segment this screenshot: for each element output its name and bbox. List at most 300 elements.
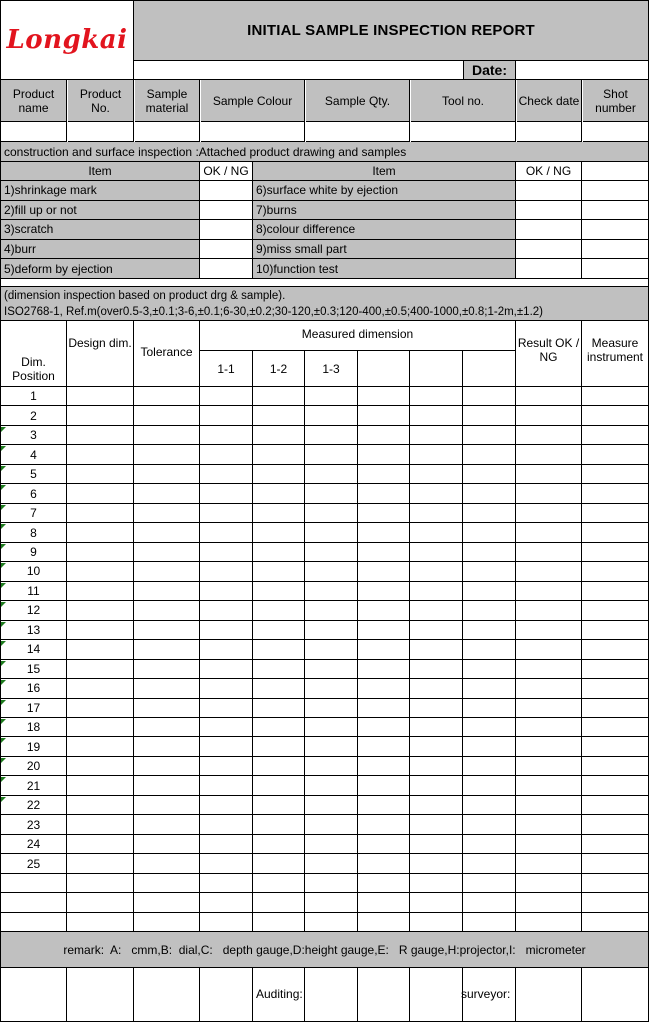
data-entry-cell[interactable] [67, 699, 134, 718]
data-entry-cell[interactable] [253, 582, 305, 601]
data-entry-cell[interactable] [134, 796, 200, 815]
data-entry-cell[interactable] [253, 679, 305, 698]
data-entry-cell[interactable] [305, 406, 358, 425]
data-entry-cell[interactable] [463, 757, 516, 776]
data-entry-cell[interactable] [67, 621, 134, 640]
data-entry-cell[interactable] [582, 796, 649, 815]
data-entry-cell[interactable] [134, 737, 200, 756]
data-entry-cell[interactable] [134, 504, 200, 523]
info-value-field[interactable] [411, 122, 516, 142]
data-entry-cell[interactable] [410, 504, 463, 523]
data-entry-cell[interactable] [253, 445, 305, 464]
data-entry-cell[interactable] [582, 679, 649, 698]
data-entry-cell[interactable] [253, 523, 305, 542]
data-entry-cell[interactable] [134, 718, 200, 737]
data-entry-cell[interactable] [67, 737, 134, 756]
data-entry-cell[interactable] [134, 484, 200, 503]
data-entry-cell[interactable] [305, 543, 358, 562]
data-entry-cell[interactable] [358, 523, 410, 542]
data-entry-cell[interactable] [358, 640, 410, 659]
data-entry-cell[interactable] [200, 660, 253, 679]
ok-ng-field[interactable] [516, 259, 582, 279]
data-entry-cell[interactable] [358, 504, 410, 523]
data-entry-cell[interactable] [305, 874, 358, 893]
data-entry-cell[interactable] [305, 796, 358, 815]
data-entry-cell[interactable] [253, 757, 305, 776]
data-entry-cell[interactable] [305, 621, 358, 640]
info-value-field[interactable] [135, 122, 200, 142]
data-entry-cell[interactable] [463, 582, 516, 601]
data-entry-cell[interactable] [200, 913, 253, 932]
data-entry-cell[interactable] [134, 426, 200, 445]
data-entry-cell[interactable] [358, 679, 410, 698]
data-entry-cell[interactable] [134, 465, 200, 484]
data-entry-cell[interactable] [253, 893, 305, 912]
data-entry-cell[interactable] [410, 835, 463, 854]
signature-cell[interactable] [200, 968, 253, 1022]
data-entry-cell[interactable] [253, 815, 305, 834]
data-entry-cell[interactable] [358, 776, 410, 795]
data-entry-cell[interactable] [305, 387, 358, 406]
data-entry-cell[interactable] [410, 893, 463, 912]
data-entry-cell[interactable] [200, 426, 253, 445]
data-entry-cell[interactable] [410, 874, 463, 893]
data-entry-cell[interactable] [200, 582, 253, 601]
data-entry-cell[interactable] [358, 913, 410, 932]
signature-cell[interactable] [305, 968, 358, 1022]
data-entry-cell[interactable] [200, 387, 253, 406]
data-entry-cell[interactable] [410, 445, 463, 464]
data-entry-cell[interactable] [516, 815, 582, 834]
data-entry-cell[interactable] [358, 582, 410, 601]
data-entry-cell[interactable] [582, 660, 649, 679]
data-entry-cell[interactable] [200, 484, 253, 503]
data-entry-cell[interactable] [67, 445, 134, 464]
signature-cell[interactable] [516, 968, 582, 1022]
data-entry-cell[interactable] [410, 815, 463, 834]
data-entry-cell[interactable] [463, 854, 516, 873]
data-entry-cell[interactable] [134, 776, 200, 795]
data-entry-cell[interactable] [410, 913, 463, 932]
data-entry-cell[interactable] [516, 601, 582, 620]
data-entry-cell[interactable] [253, 718, 305, 737]
data-entry-cell[interactable] [582, 387, 649, 406]
data-entry-cell[interactable] [358, 874, 410, 893]
data-entry-cell[interactable] [516, 387, 582, 406]
data-entry-cell[interactable] [410, 621, 463, 640]
data-entry-cell[interactable] [200, 601, 253, 620]
data-entry-cell[interactable] [305, 757, 358, 776]
data-entry-cell[interactable] [305, 835, 358, 854]
data-entry-cell[interactable] [253, 504, 305, 523]
data-entry-cell[interactable] [582, 426, 649, 445]
data-entry-cell[interactable] [67, 465, 134, 484]
data-entry-cell[interactable] [410, 426, 463, 445]
data-entry-cell[interactable] [253, 776, 305, 795]
data-entry-cell[interactable] [200, 621, 253, 640]
data-entry-cell[interactable] [200, 543, 253, 562]
data-entry-cell[interactable] [463, 679, 516, 698]
data-entry-cell[interactable] [516, 874, 582, 893]
data-entry-cell[interactable] [410, 640, 463, 659]
data-entry-cell[interactable] [305, 699, 358, 718]
data-entry-cell[interactable] [200, 562, 253, 581]
data-entry-cell[interactable] [463, 387, 516, 406]
data-entry-cell[interactable] [582, 737, 649, 756]
data-entry-cell[interactable] [200, 406, 253, 425]
data-entry-cell[interactable] [67, 660, 134, 679]
data-entry-cell[interactable] [200, 445, 253, 464]
data-entry-cell[interactable] [358, 854, 410, 873]
data-entry-cell[interactable] [463, 815, 516, 834]
data-entry-cell[interactable] [67, 835, 134, 854]
data-entry-cell[interactable] [582, 893, 649, 912]
data-entry-cell[interactable] [582, 854, 649, 873]
data-entry-cell[interactable] [582, 523, 649, 542]
data-entry-cell[interactable] [134, 679, 200, 698]
data-entry-cell[interactable] [305, 465, 358, 484]
data-entry-cell[interactable] [358, 718, 410, 737]
data-entry-cell[interactable] [67, 543, 134, 562]
data-entry-cell[interactable] [410, 737, 463, 756]
data-entry-cell[interactable] [358, 815, 410, 834]
date-field[interactable] [516, 61, 649, 80]
data-entry-cell[interactable] [582, 465, 649, 484]
signature-cell[interactable] [67, 968, 134, 1022]
data-entry-cell[interactable] [516, 757, 582, 776]
data-entry-cell[interactable] [200, 640, 253, 659]
data-entry-cell[interactable] [305, 854, 358, 873]
data-entry-cell[interactable] [410, 465, 463, 484]
data-entry-cell[interactable] [582, 562, 649, 581]
data-entry-cell[interactable] [516, 465, 582, 484]
data-entry-cell[interactable] [410, 854, 463, 873]
data-entry-cell[interactable] [67, 893, 134, 912]
data-entry-cell[interactable] [67, 406, 134, 425]
data-entry-cell[interactable] [134, 854, 200, 873]
data-entry-cell[interactable] [358, 406, 410, 425]
data-entry-cell[interactable] [305, 815, 358, 834]
data-entry-cell[interactable] [463, 699, 516, 718]
data-entry-cell[interactable] [67, 640, 134, 659]
info-value-field[interactable] [1, 122, 67, 142]
data-entry-cell[interactable] [516, 718, 582, 737]
ok-ng-field[interactable] [200, 220, 253, 240]
data-entry-cell[interactable] [134, 893, 200, 912]
data-entry-cell[interactable] [463, 913, 516, 932]
data-entry-cell[interactable] [67, 582, 134, 601]
data-entry-cell[interactable] [516, 679, 582, 698]
data-entry-cell[interactable] [67, 815, 134, 834]
data-entry-cell[interactable] [516, 796, 582, 815]
data-entry-cell[interactable] [582, 913, 649, 932]
info-value-field[interactable] [201, 122, 305, 142]
ok-ng-field[interactable] [516, 201, 582, 221]
data-entry-cell[interactable] [134, 699, 200, 718]
ok-ng-field[interactable] [516, 220, 582, 240]
ok-ng-field[interactable] [516, 181, 582, 201]
data-entry-cell[interactable] [582, 640, 649, 659]
data-entry-cell[interactable] [463, 562, 516, 581]
data-entry-cell[interactable] [582, 504, 649, 523]
signature-cell[interactable] [1, 968, 67, 1022]
data-entry-cell[interactable] [582, 601, 649, 620]
data-entry-cell[interactable] [358, 484, 410, 503]
data-entry-cell[interactable] [305, 523, 358, 542]
data-entry-cell[interactable] [67, 874, 134, 893]
data-entry-cell[interactable] [410, 543, 463, 562]
data-entry-cell[interactable] [67, 776, 134, 795]
data-entry-cell[interactable] [253, 874, 305, 893]
data-entry-cell[interactable] [305, 445, 358, 464]
signature-cell[interactable] [410, 968, 463, 1022]
data-entry-cell[interactable] [516, 913, 582, 932]
data-entry-cell[interactable] [582, 582, 649, 601]
data-entry-cell[interactable] [358, 543, 410, 562]
data-entry-cell[interactable] [463, 523, 516, 542]
data-entry-cell[interactable] [463, 445, 516, 464]
data-entry-cell[interactable] [67, 523, 134, 542]
data-entry-cell[interactable] [410, 776, 463, 795]
data-entry-cell[interactable] [410, 757, 463, 776]
data-entry-cell[interactable] [463, 718, 516, 737]
data-entry-cell[interactable] [305, 893, 358, 912]
data-entry-cell[interactable] [253, 854, 305, 873]
data-entry-cell[interactable] [358, 465, 410, 484]
data-entry-cell[interactable] [358, 796, 410, 815]
data-entry-cell[interactable] [305, 718, 358, 737]
data-entry-cell[interactable] [200, 874, 253, 893]
data-entry-cell[interactable] [410, 679, 463, 698]
data-entry-cell[interactable] [253, 562, 305, 581]
data-entry-cell[interactable] [253, 543, 305, 562]
data-entry-cell[interactable] [463, 660, 516, 679]
data-entry-cell[interactable] [516, 582, 582, 601]
data-entry-cell[interactable] [253, 660, 305, 679]
data-entry-cell[interactable] [410, 718, 463, 737]
data-entry-cell[interactable] [410, 699, 463, 718]
data-entry-cell[interactable] [582, 757, 649, 776]
data-entry-cell[interactable] [134, 660, 200, 679]
data-entry-cell[interactable] [253, 913, 305, 932]
data-entry-cell[interactable] [410, 484, 463, 503]
data-entry-cell[interactable] [134, 815, 200, 834]
data-entry-cell[interactable] [200, 835, 253, 854]
data-entry-cell[interactable] [516, 562, 582, 581]
data-entry-cell[interactable] [463, 874, 516, 893]
data-entry-cell[interactable] [516, 504, 582, 523]
data-entry-cell[interactable] [134, 835, 200, 854]
data-entry-cell[interactable] [134, 562, 200, 581]
data-entry-cell[interactable] [516, 776, 582, 795]
data-entry-cell[interactable] [516, 523, 582, 542]
data-entry-cell[interactable] [516, 445, 582, 464]
data-entry-cell[interactable] [463, 465, 516, 484]
data-entry-cell[interactable] [200, 737, 253, 756]
data-entry-cell[interactable] [516, 406, 582, 425]
data-entry-cell[interactable] [358, 621, 410, 640]
data-entry-cell[interactable] [67, 562, 134, 581]
info-value-field[interactable] [68, 122, 134, 142]
data-entry-cell[interactable] [134, 387, 200, 406]
data-entry-cell[interactable] [582, 699, 649, 718]
data-entry-cell[interactable] [253, 621, 305, 640]
data-entry-cell[interactable] [463, 776, 516, 795]
data-entry-cell[interactable] [134, 445, 200, 464]
data-entry-cell[interactable] [463, 426, 516, 445]
data-entry-cell[interactable] [305, 582, 358, 601]
data-entry-cell[interactable] [463, 737, 516, 756]
signature-cell[interactable] [134, 968, 200, 1022]
data-entry-cell[interactable] [516, 835, 582, 854]
data-entry-cell[interactable] [463, 504, 516, 523]
info-value-field[interactable] [583, 122, 649, 142]
data-entry-cell[interactable] [200, 504, 253, 523]
data-entry-cell[interactable] [200, 893, 253, 912]
data-entry-cell[interactable] [305, 660, 358, 679]
data-entry-cell[interactable] [516, 640, 582, 659]
data-entry-cell[interactable] [200, 815, 253, 834]
ok-ng-field[interactable] [516, 240, 582, 260]
signature-cell[interactable] [358, 968, 410, 1022]
data-entry-cell[interactable] [582, 835, 649, 854]
data-entry-cell[interactable] [358, 757, 410, 776]
data-entry-cell[interactable] [305, 504, 358, 523]
data-entry-cell[interactable] [305, 737, 358, 756]
data-entry-cell[interactable] [463, 835, 516, 854]
data-entry-cell[interactable] [582, 484, 649, 503]
data-entry-cell[interactable] [410, 796, 463, 815]
data-entry-cell[interactable] [67, 484, 134, 503]
data-entry-cell[interactable] [200, 679, 253, 698]
data-entry-cell[interactable] [463, 796, 516, 815]
data-entry-cell[interactable] [200, 718, 253, 737]
data-entry-cell[interactable] [67, 718, 134, 737]
data-entry-cell[interactable] [582, 621, 649, 640]
data-entry-cell[interactable] [67, 601, 134, 620]
data-entry-cell[interactable] [410, 562, 463, 581]
data-entry-cell[interactable] [516, 621, 582, 640]
data-entry-cell[interactable] [134, 601, 200, 620]
data-entry-cell[interactable] [410, 660, 463, 679]
data-entry-cell[interactable] [67, 679, 134, 698]
data-entry-cell[interactable] [463, 640, 516, 659]
data-entry-cell[interactable] [358, 660, 410, 679]
data-entry-cell[interactable] [305, 776, 358, 795]
data-entry-cell[interactable] [463, 621, 516, 640]
data-entry-cell[interactable] [358, 562, 410, 581]
signature-cell[interactable] [582, 968, 649, 1022]
data-entry-cell[interactable] [134, 640, 200, 659]
data-entry-cell[interactable] [305, 426, 358, 445]
data-entry-cell[interactable] [253, 737, 305, 756]
data-entry-cell[interactable] [200, 523, 253, 542]
data-entry-cell[interactable] [582, 445, 649, 464]
data-entry-cell[interactable] [200, 796, 253, 815]
data-entry-cell[interactable] [463, 601, 516, 620]
data-entry-cell[interactable] [516, 484, 582, 503]
data-entry-cell[interactable] [358, 445, 410, 464]
data-entry-cell[interactable] [200, 854, 253, 873]
ok-ng-field[interactable] [200, 259, 253, 279]
data-entry-cell[interactable] [358, 387, 410, 406]
data-entry-cell[interactable] [134, 523, 200, 542]
data-entry-cell[interactable] [582, 543, 649, 562]
data-entry-cell[interactable] [67, 426, 134, 445]
data-entry-cell[interactable] [67, 913, 134, 932]
data-entry-cell[interactable] [582, 776, 649, 795]
data-entry-cell[interactable] [582, 874, 649, 893]
data-entry-cell[interactable] [358, 893, 410, 912]
ok-ng-field[interactable] [200, 240, 253, 260]
data-entry-cell[interactable] [410, 406, 463, 425]
data-entry-cell[interactable] [200, 699, 253, 718]
data-entry-cell[interactable] [463, 893, 516, 912]
data-entry-cell[interactable] [305, 562, 358, 581]
data-entry-cell[interactable] [516, 543, 582, 562]
data-entry-cell[interactable] [410, 601, 463, 620]
data-entry-cell[interactable] [516, 737, 582, 756]
info-value-field[interactable] [517, 122, 582, 142]
data-entry-cell[interactable] [305, 679, 358, 698]
data-entry-cell[interactable] [410, 582, 463, 601]
data-entry-cell[interactable] [134, 406, 200, 425]
data-entry-cell[interactable] [463, 543, 516, 562]
ok-ng-field[interactable] [200, 181, 253, 201]
data-entry-cell[interactable] [516, 893, 582, 912]
data-entry-cell[interactable] [305, 484, 358, 503]
data-entry-cell[interactable] [253, 699, 305, 718]
data-entry-cell[interactable] [134, 874, 200, 893]
data-entry-cell[interactable] [305, 601, 358, 620]
data-entry-cell[interactable] [582, 718, 649, 737]
data-entry-cell[interactable] [516, 699, 582, 718]
data-entry-cell[interactable] [358, 426, 410, 445]
data-entry-cell[interactable] [253, 406, 305, 425]
data-entry-cell[interactable] [582, 815, 649, 834]
data-entry-cell[interactable] [253, 426, 305, 445]
data-entry-cell[interactable] [134, 621, 200, 640]
data-entry-cell[interactable] [305, 913, 358, 932]
data-entry-cell[interactable] [253, 640, 305, 659]
data-entry-cell[interactable] [253, 387, 305, 406]
data-entry-cell[interactable] [134, 543, 200, 562]
data-entry-cell[interactable] [410, 523, 463, 542]
data-entry-cell[interactable] [358, 835, 410, 854]
data-entry-cell[interactable] [253, 601, 305, 620]
data-entry-cell[interactable] [516, 854, 582, 873]
data-entry-cell[interactable] [516, 426, 582, 445]
data-entry-cell[interactable] [200, 465, 253, 484]
ok-ng-field[interactable] [200, 201, 253, 221]
data-entry-cell[interactable] [67, 796, 134, 815]
data-entry-cell[interactable] [516, 660, 582, 679]
info-value-field[interactable] [306, 122, 410, 142]
data-entry-cell[interactable] [134, 757, 200, 776]
data-entry-cell[interactable] [200, 757, 253, 776]
data-entry-cell[interactable] [200, 776, 253, 795]
data-entry-cell[interactable] [582, 406, 649, 425]
data-entry-cell[interactable] [253, 484, 305, 503]
data-entry-cell[interactable] [305, 640, 358, 659]
data-entry-cell[interactable] [463, 484, 516, 503]
data-entry-cell[interactable] [67, 757, 134, 776]
data-entry-cell[interactable] [463, 406, 516, 425]
data-entry-cell[interactable] [67, 387, 134, 406]
data-entry-cell[interactable] [358, 737, 410, 756]
data-entry-cell[interactable] [410, 387, 463, 406]
data-entry-cell[interactable] [134, 582, 200, 601]
